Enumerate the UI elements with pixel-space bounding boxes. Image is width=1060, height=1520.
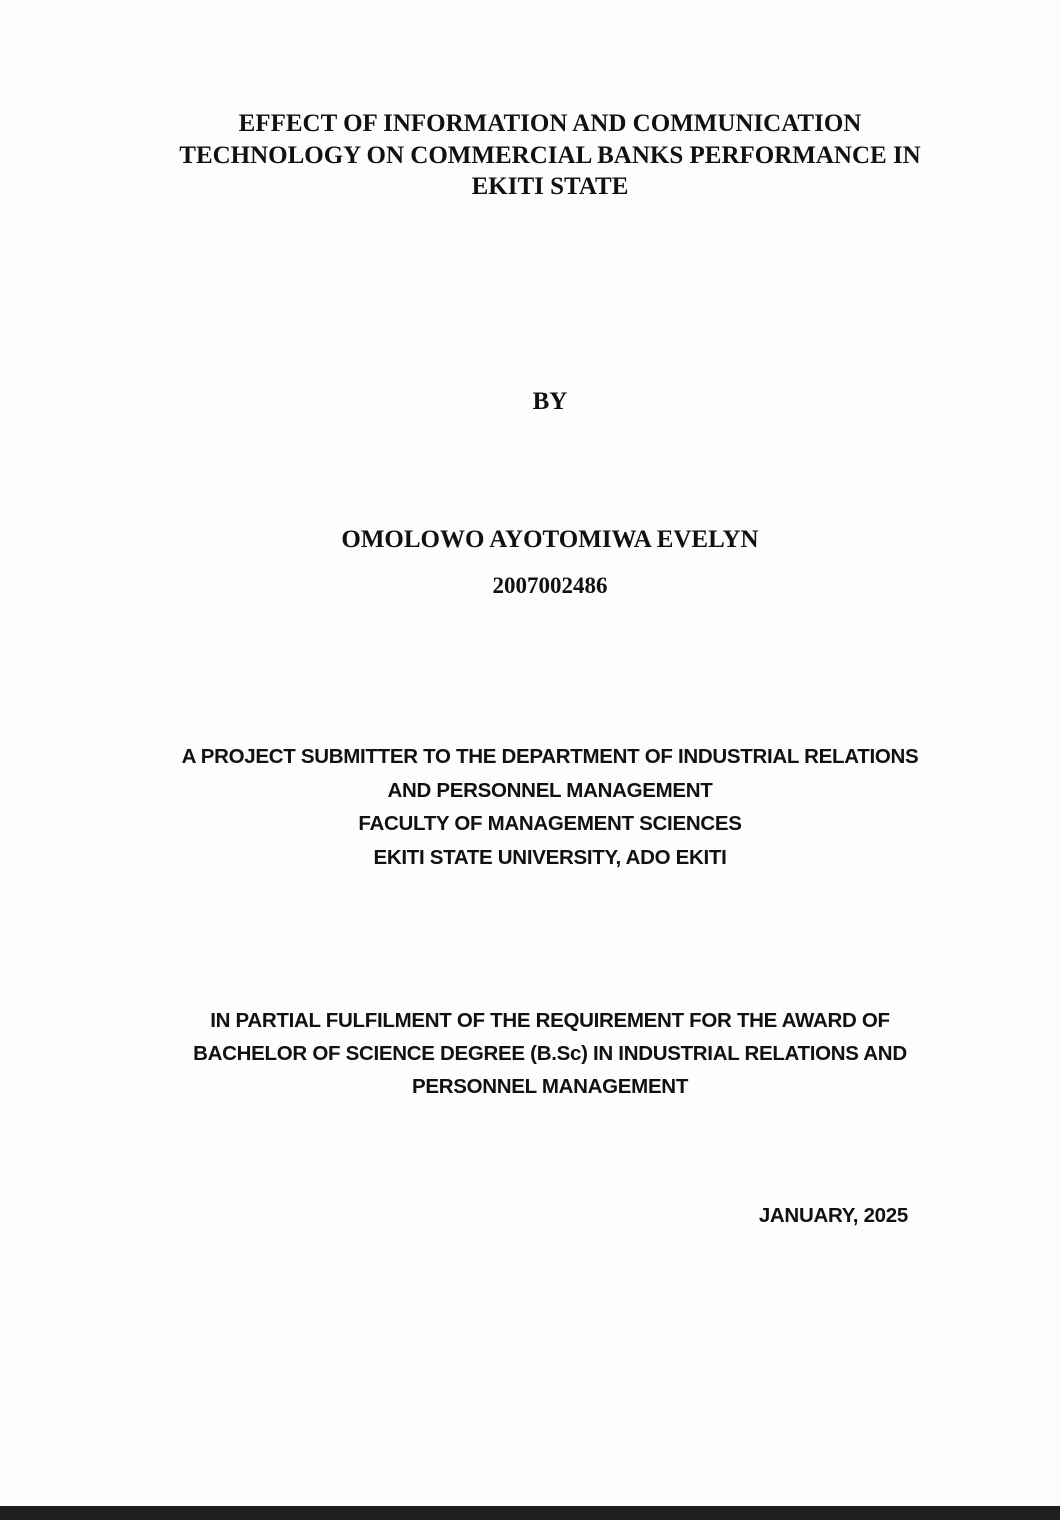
project-title — [20, 108, 1060, 203]
title-line: EFFECT OF INFORMATION AND COMMUNICATION — [238, 110, 862, 137]
matric-number: 2007002486 — [492, 573, 608, 598]
title-line: TECHNOLOGY ON COMMERCIAL BANKS PERFORMANCE IN — [179, 141, 921, 169]
submission-line: AND PERSONNEL MANAGEMENT — [387, 778, 713, 802]
submission-date: JANUARY, 2025 — [758, 1204, 908, 1227]
author-name: OMOLOWO AYOTOMIWA EVELYN — [341, 526, 759, 553]
fulfilment-line: PERSONNEL MANAGEMENT — [411, 1075, 689, 1098]
submission-line: FACULTY OF MANAGEMENT SCIENCES — [358, 812, 742, 835]
submission-statement — [20, 740, 1060, 874]
fulfilment-line: IN PARTIAL FULFILMENT OF THE REQUIREMENT FOR THE AWARD OF — [210, 1009, 890, 1032]
fulfilment-statement — [20, 1004, 1060, 1103]
fulfilment-line: BACHELOR OF SCIENCE DEGREE (B.Sc) IN INDUSTRIAL RELATIONS AND — [193, 1042, 907, 1065]
submission-line: A PROJECT SUBMITTER TO THE DEPARTMENT OF INDUSTRIAL RELATIONS — [181, 745, 919, 768]
bottom-bar — [0, 1506, 1060, 1520]
submission-line: EKITI STATE UNIVERSITY, ADO EKITI — [373, 845, 727, 869]
title-line: EKITI STATE — [471, 173, 629, 200]
by-label: BY — [532, 388, 568, 415]
